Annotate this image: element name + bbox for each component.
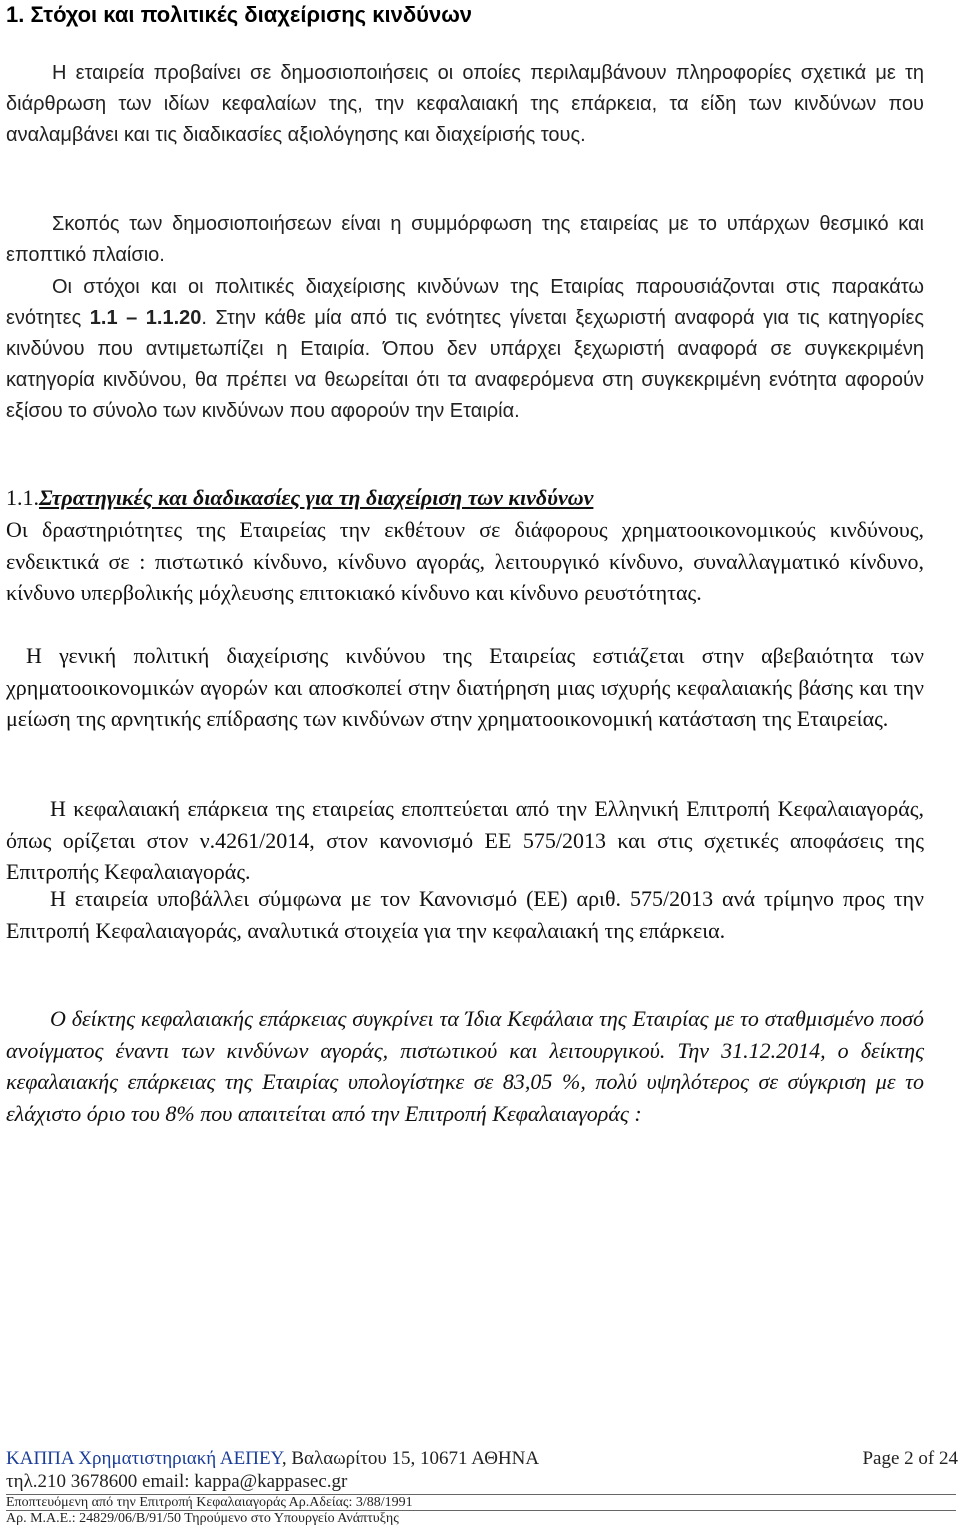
section-heading [6,482,924,514]
section-title: Στρατηγικές και διαδικασίες για τη διαχείριση των κινδύνων [39,485,594,510]
page-number: Page 2 of 24 [862,1448,958,1469]
footer-supervision: Εποπτευόμενη από την Επιτροπή Κεφαλαιαγοράς Αρ.Αδείας: 3/88/1991 [6,1495,413,1510]
policy-paragraph: Η γενική πολιτική διαχείρισης κινδύνου της Εταιρείας εστιάζεται στην αβεβαιότητα των χρηματοοικονομικών αγορών και αποσκοπεί στην διατήρηση μιας ισχυρής κεφαλαιακής βάσης και την μείωση της αρνητικής επίδρασης των κινδύνων στην χρηματοοικονομική κατάσταση της Εταιρείας. [6,643,924,731]
purpose-paragraph: Σκοπός των δημοσιοποιήσεων είναι η συμμόρφωση της εταιρείας με το υπάρχων θεσμικό και εποπτικό πλαίσιο. [6,213,924,266]
objectives-text-2: . Στην κάθε μία από τις ενότητες γίνεται ξεχωριστή αναφορά για τις κατηγορίες κινδύνου που αντιμετωπίζει η Εταιρία. Όπου δεν υπάρχει ξεχωριστή αναφορά σε συγκεκριμένη κατηγορία κινδύνου, θα πρέπει να θεωρείται ότι τα αναφερόμενα στη συγκεκριμένη ενότητα αφορούν εξίσου το σύνολο των κινδύνων που αφορούν την Εταιρία. [6,307,924,422]
section-number: 1.1. [6,485,39,510]
capital-adequacy-paragraph: Η κεφαλαιακή επάρκεια της εταιρείας εποπτεύεται από την Ελληνική Επιτροπή Κεφαλαιαγοράς, όπως ορίζεται στον ν.4261/2014, στον κανονισμό ΕΕ 575/2013 και στις σχετικές αποφάσεις της Επιτροπής Κεφαλαιαγοράς. [6,796,924,884]
ratio-paragraph: Ο δείκτης κεφαλαιακής επάρκειας συγκρίνει τα Ίδια Κεφάλαια της Εταιρίας με το σταθμισμένο ποσό ανοίγματος έναντι των κινδύνων αγοράς, πιστωτικού και λειτουργικού. Την 31.12.2014, ο δείκτης κεφαλαιακής επάρκειας της Εταιρίας υπολογίστηκε σε 83,05 %, πολύ υψηλότερος σε σύγκριση με το ελάχιστο όριο του 8% που απαιτείται από την Επιτροπή Κεφαλαιαγοράς : [6,1006,924,1126]
activities-paragraph: Οι δραστηριότητες της Εταιρείας την εκθέτουν σε διάφορους χρηματοοικονομικούς κινδύνους, ενδεικτικά σε : πιστωτικό κίνδυνο, κίνδυνο αγοράς, λειτουργικό κίνδυνο, συναλλαγματικό κίνδυνο, κίνδυνο υπερβολικής μόχλευσης επιτοκιακό κίνδυνο και κίνδυνο ρευστότητας. [6,517,924,605]
reporting-paragraph: Η εταιρεία υποβάλλει σύμφωνα με τον Κανονισμό (ΕΕ) αριθ. 575/2013 ανά τρίμηνο προς την Επιτροπή Κεφαλαιαγοράς, αναλυτικά στοιχεία για την κεφαλαιακή της επάρκεια. [6,886,924,943]
footer-registry: Αρ. Μ.Α.Ε.: 24829/06/Β/91/50 Τηρούμενο στο Υπουργείο Ανάπτυξης [6,1511,399,1526]
footer-company-line [6,1448,539,1470]
footer-address: , Βαλαωρίτου 15, 10671 ΑΘΗΝΑ [281,1448,540,1469]
intro-paragraph: Η εταιρεία προβαίνει σε δημοσιοποιήσεις οι οποίες περιλαμβάνουν πληροφορίες σχετικά με τη διάρθρωση των ιδίων κεφαλαίων της, την κεφαλαιακή της επάρκεια, τα είδη των κινδύνων που αναλαμβάνει και τις διαδικασίες αξιολόγησης και διαχείρισής τους. [6,62,924,146]
section-range: 1.1 – 1.1.20 [89,307,202,329]
objectives-text-1: Οι στόχοι και οι πολιτικές διαχείρισης κινδύνων της Εταιρίας παρουσιάζονται στις παρακάτω ενότητες [6,276,924,329]
page-heading: 1. Στόχοι και πολιτικές διαχείρισης κινδύνων [6,2,473,27]
footer-contact: τηλ.210 3678600 email: kappa@kappasec.gr [6,1471,348,1492]
footer-company: ΚΑΠΠΑ Χρηματιστηριακή ΑΕΠΕΥ [6,1448,282,1469]
objectives-paragraph [6,272,924,427]
